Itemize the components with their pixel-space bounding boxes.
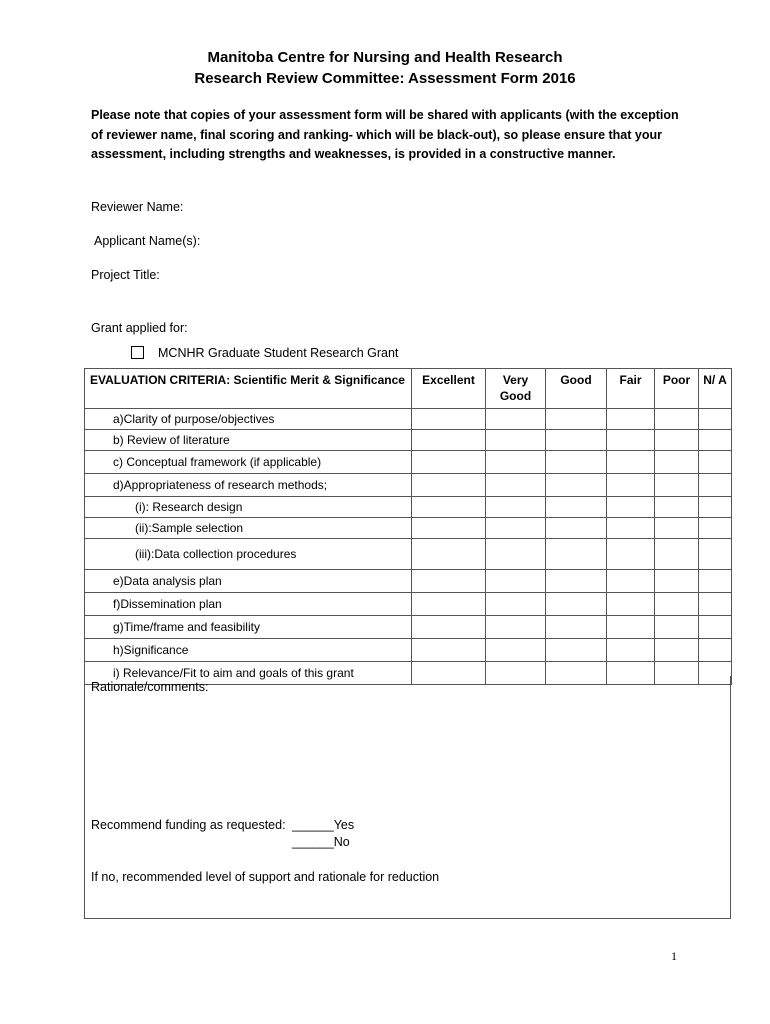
rating-cell[interactable] [607, 451, 655, 474]
rating-cell[interactable] [486, 593, 546, 616]
rating-cell[interactable] [486, 518, 546, 539]
rating-cell[interactable] [412, 593, 486, 616]
rating-cell[interactable] [546, 409, 607, 430]
criteria-header: EVALUATION CRITERIA: Scientific Merit & Significance [85, 369, 412, 409]
rating-header-good: Good [546, 369, 607, 409]
criteria-label: i) Relevance/Fit to aim and goals of this grant [85, 662, 412, 685]
rating-cell[interactable] [655, 616, 699, 639]
criteria-label: c) Conceptual framework (if applicable) [85, 451, 412, 474]
table-row [85, 497, 732, 518]
rating-cell[interactable] [546, 474, 607, 497]
table-row [85, 639, 732, 662]
rating-cell[interactable] [699, 474, 732, 497]
rating-cell[interactable] [699, 539, 732, 570]
rating-cell[interactable] [607, 430, 655, 451]
recommend-yes-option[interactable]: ______Yes [292, 818, 355, 832]
rating-cell[interactable] [546, 593, 607, 616]
rating-cell[interactable] [412, 518, 486, 539]
rating-cell[interactable] [607, 539, 655, 570]
table-row [85, 409, 732, 430]
table-row [85, 430, 732, 451]
rating-cell[interactable] [412, 616, 486, 639]
rating-cell[interactable] [546, 497, 607, 518]
rating-cell[interactable] [546, 639, 607, 662]
rating-cell[interactable] [546, 616, 607, 639]
rating-cell[interactable] [412, 539, 486, 570]
reduction-rationale-label: If no, recommended level of support and rationale for reduction [91, 870, 440, 884]
table-row [85, 451, 732, 474]
rating-cell[interactable] [699, 616, 732, 639]
rating-cell[interactable] [655, 497, 699, 518]
rating-cell[interactable] [412, 451, 486, 474]
rating-header-fair: Fair [607, 369, 655, 409]
rating-cell[interactable] [412, 497, 486, 518]
criteria-label: g)Time/frame and feasibility [85, 616, 412, 639]
rating-cell[interactable] [699, 451, 732, 474]
rationale-comments-box[interactable] [84, 676, 731, 919]
criteria-label: a)Clarity of purpose/objectives [85, 409, 412, 430]
project-title-label: Project Title: [91, 268, 160, 282]
rating-cell[interactable] [699, 518, 732, 539]
rating-cell[interactable] [699, 570, 732, 593]
evaluation-table [84, 368, 732, 685]
rating-cell[interactable] [699, 409, 732, 430]
grant-applied-label: Grant applied for: [91, 321, 188, 335]
rating-cell[interactable] [655, 570, 699, 593]
rating-cell[interactable] [699, 639, 732, 662]
rating-cell[interactable] [546, 451, 607, 474]
rating-header-poor: Poor [655, 369, 699, 409]
criteria-label: (iii):Data collection procedures [85, 539, 412, 570]
rating-cell[interactable] [699, 593, 732, 616]
table-row [85, 593, 732, 616]
rating-cell[interactable] [486, 497, 546, 518]
rating-cell[interactable] [655, 430, 699, 451]
table-row [85, 616, 732, 639]
rating-cell[interactable] [699, 497, 732, 518]
rating-cell[interactable] [607, 639, 655, 662]
criteria-label: d)Appropriateness of research methods; [85, 474, 412, 497]
rating-cell[interactable] [607, 616, 655, 639]
rating-cell[interactable] [486, 474, 546, 497]
rating-cell[interactable] [486, 639, 546, 662]
rating-cell[interactable] [607, 570, 655, 593]
rating-cell[interactable] [655, 593, 699, 616]
rating-header-very-good: Very Good [486, 369, 546, 409]
rating-cell[interactable] [607, 409, 655, 430]
rating-cell[interactable] [607, 497, 655, 518]
rating-cell[interactable] [412, 639, 486, 662]
rating-cell[interactable] [655, 518, 699, 539]
rating-cell[interactable] [486, 451, 546, 474]
recommend-funding-label: Recommend funding as requested: [91, 818, 286, 832]
rating-header-excellent: Excellent [412, 369, 486, 409]
rating-cell[interactable] [486, 430, 546, 451]
rating-cell[interactable] [486, 570, 546, 593]
reviewer-name-label: Reviewer Name: [91, 200, 184, 214]
rating-cell[interactable] [699, 430, 732, 451]
rating-cell[interactable] [486, 616, 546, 639]
rating-cell[interactable] [546, 518, 607, 539]
rating-cell[interactable] [546, 570, 607, 593]
rating-cell[interactable] [655, 451, 699, 474]
table-row [85, 518, 732, 539]
rating-cell[interactable] [655, 539, 699, 570]
rating-cell[interactable] [486, 539, 546, 570]
applicant-names-label: Applicant Name(s): [94, 234, 201, 248]
table-header-row [85, 369, 732, 409]
form-title-line2: Research Review Committee: Assessment Form 2016 [194, 70, 576, 87]
rating-cell[interactable] [607, 518, 655, 539]
rating-cell[interactable] [546, 430, 607, 451]
rating-cell[interactable] [412, 409, 486, 430]
grant-option-label: MCNHR Graduate Student Research Grant [158, 346, 399, 360]
grant-option-checkbox[interactable] [131, 346, 144, 359]
criteria-label: b) Review of literature [85, 430, 412, 451]
table-row [85, 474, 732, 497]
criteria-label: e)Data analysis plan [85, 570, 412, 593]
rating-cell[interactable] [412, 474, 486, 497]
rating-cell[interactable] [607, 474, 655, 497]
criteria-label: h)Significance [85, 639, 412, 662]
table-row [85, 570, 732, 593]
criteria-label: (i): Research design [85, 497, 412, 518]
rating-cell[interactable] [412, 430, 486, 451]
rating-cell[interactable] [655, 474, 699, 497]
rating-cell[interactable] [546, 539, 607, 570]
rationale-label: Rationale/comments: [91, 680, 209, 694]
rating-cell[interactable] [607, 593, 655, 616]
rating-cell[interactable] [655, 409, 699, 430]
rating-header-na: N/ A [699, 369, 732, 409]
table-row [85, 539, 732, 570]
rating-cell[interactable] [412, 570, 486, 593]
rating-cell[interactable] [655, 639, 699, 662]
rating-cell[interactable] [486, 409, 546, 430]
criteria-label: f)Dissemination plan [85, 593, 412, 616]
recommend-no-option[interactable]: ______No [292, 835, 350, 849]
page-number: 1 [671, 949, 677, 963]
confidentiality-notice: Please note that copies of your assessment form will be shared with applicants (with the exception of reviewer name, final scoring and ranking- which will be black-out), so please ensure that your assessment, including strengths and weaknesses, is provided in a constructive manner. [91, 108, 679, 161]
form-title-line1: Manitoba Centre for Nursing and Health Research [207, 49, 563, 66]
criteria-label: (ii):Sample selection [85, 518, 412, 539]
